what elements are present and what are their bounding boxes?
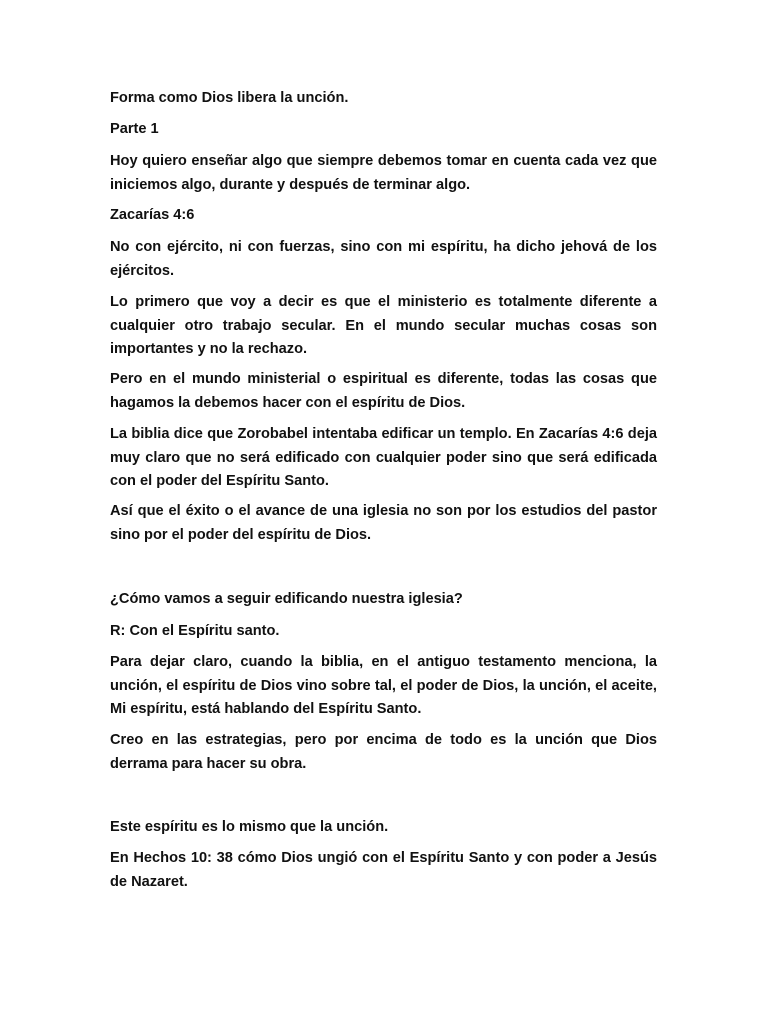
answer-line: R: Con el Espíritu santo. bbox=[110, 623, 280, 639]
paragraph: Pero en el mundo ministerial o espiritual es diferente, todas las cosas que hagamos la debemos hacer con el espíritu de Dios. bbox=[110, 371, 657, 411]
document-title: Forma como Dios libera la unción. bbox=[110, 90, 349, 106]
paragraph: No con ejército, ni con fuerzas, sino con mi espíritu, ha dicho jehová de los ejércitos. bbox=[110, 239, 657, 279]
question-heading: ¿Cómo vamos a seguir edificando nuestra iglesia? bbox=[110, 591, 463, 607]
paragraph: Así que el éxito o el avance de una iglesia no son por los estudios del pastor sino por el poder del espíritu de Dios. bbox=[110, 503, 657, 543]
paragraph: Hoy quiero enseñar algo que siempre debemos tomar en cuenta cada vez que iniciemos algo, durante y después de terminar algo. bbox=[110, 153, 657, 193]
paragraph: En Hechos 10: 38 cómo Dios ungió con el Espíritu Santo y con poder a Jesús de Nazaret. bbox=[110, 850, 657, 890]
paragraph: Lo primero que voy a decir es que el ministerio es totalmente diferente a cualquier otro trabajo secular. En el mundo secular muchas cosas son importantes y no la rechazo. bbox=[110, 294, 657, 357]
paragraph: Este espíritu es lo mismo que la unción. bbox=[110, 819, 389, 835]
part-heading: Parte 1 bbox=[110, 121, 159, 137]
paragraph: Para dejar claro, cuando la biblia, en el antiguo testamento menciona, la unción, el espíritu de Dios vino sobre tal, el poder de Dios, la unción, el aceite, Mi espíritu, está hablando del Espíritu Santo. bbox=[110, 654, 657, 717]
paragraph: Creo en las estrategias, pero por encima de todo es la unción que Dios derrama para hacer su obra. bbox=[110, 732, 657, 772]
paragraph: La biblia dice que Zorobabel intentaba edificar un templo. En Zacarías 4:6 deja muy claro que no será edificado con cualquier poder sino que será edificada con el poder del Espíritu Santo. bbox=[110, 426, 657, 489]
scripture-reference: Zacarías 4:6 bbox=[110, 207, 195, 223]
